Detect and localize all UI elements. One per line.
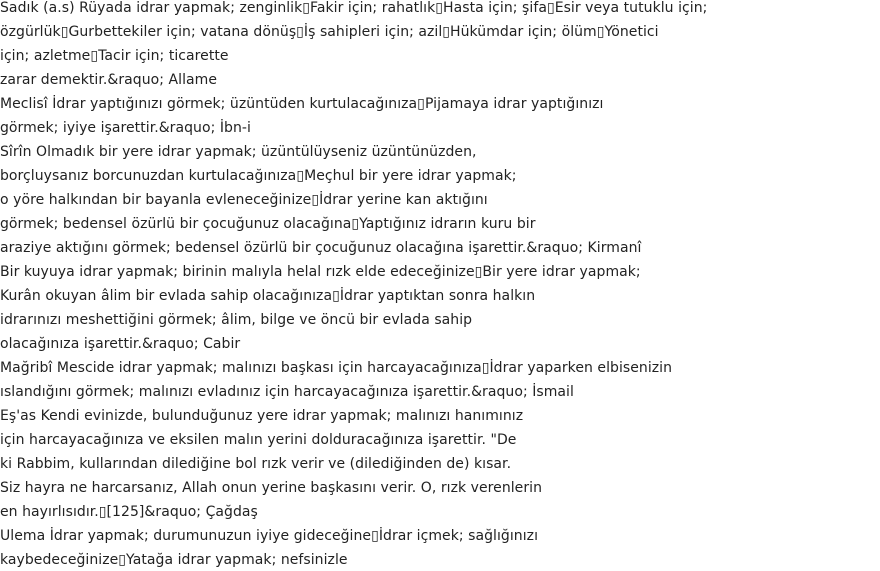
text-line: özgürlük▯Gurbettekiler için; vatana dönüş▯İş sahipleri için; azil▯Hükümdar için; ölüm▯Yönetici (0, 24, 659, 40)
text-line: Siz hayra ne harcarsanız, Allah onun yerine başkasını verir. O, rızk verenlerin (0, 480, 543, 496)
text-line: Ulema İdrar yapmak; durumunuzun iyiye gideceğine▯İdrar içmek; sağlığınızı (0, 528, 539, 544)
text-line: Mağribî Mescide idrar yapmak; malınızı başkası için harcayacağınıza▯İdrar yaparken elbisenizin (0, 360, 673, 376)
text-line: ki Rabbim, kullarından dilediğine bol rızk verir ve (dilediğinden de) kısar. (0, 456, 512, 472)
text-line: Eş'as Kendi evinizde, bulunduğunuz yere idrar yapmak; malınızı hanımınız (0, 408, 524, 424)
text-line: Meclisî İdrar yaptığınızı görmek; üzüntüden kurtulacağınıza▯Pijamaya idrar yaptığınızı (0, 96, 604, 112)
text-line: için; azletme▯Tacir için; ticarette (0, 48, 229, 64)
text-line: zarar demektir.&raquo; Allame (0, 72, 218, 88)
text-line: için harcayacağınıza ve eksilen malın yerini dolduracağınıza işarettir. "De (0, 432, 517, 448)
text-line: en hayırlısıdır.▯[125]&raquo; Çağdaş (0, 504, 258, 520)
text-line: Bir kuyuya idrar yapmak; birinin malıyla helal rızk elde edeceğinize▯Bir yere idrar yapmak; (0, 264, 641, 280)
text-line: idrarınızı meshettiğini görmek; âlim, bilge ve öncü bir evlada sahip (0, 312, 473, 328)
text-line: Sîrîn Olmadık bir yere idrar yapmak; üzüntülüyseniz üzüntünüzden, (0, 144, 477, 160)
text-line: araziye aktığını görmek; bedensel özürlü bir çocuğunuz olacağına işarettir.&raquo; Kirmanî (0, 240, 642, 256)
text-line: kaybedeceğinize▯Yatağa idrar yapmak; nefsinizle (0, 552, 348, 568)
text-line: görmek; iyiye işarettir.&raquo; İbn-i (0, 120, 251, 136)
text-line: görmek; bedensel özürlü bir çocuğunuz olacağına▯Yaptığınız idrarın kuru bir (0, 216, 536, 232)
text-line: o yöre halkından bir bayanla evleneceğinize▯İdrar yerine kan aktığını (0, 192, 488, 208)
text-line: borçluysanız borcunuzdan kurtulacağınıza▯Meçhul bir yere idrar yapmak; (0, 168, 517, 184)
text-line: Sadık (a.s) Rüyada idrar yapmak; zenginlik▯Fakir için; rahatlık▯Hasta için; şifa▯Esir veya tutuklu için; (0, 0, 708, 16)
text-line: olacağınıza işarettir.&raquo; Cabir (0, 336, 241, 352)
text-line: ıslandığını görmek; malınızı evladınız için harcayacağınıza işarettir.&raquo; İsmail (0, 384, 574, 400)
text-line: Kurân okuyan âlim bir evlada sahip olacağınıza▯İdrar yaptıktan sonra halkın (0, 288, 536, 304)
